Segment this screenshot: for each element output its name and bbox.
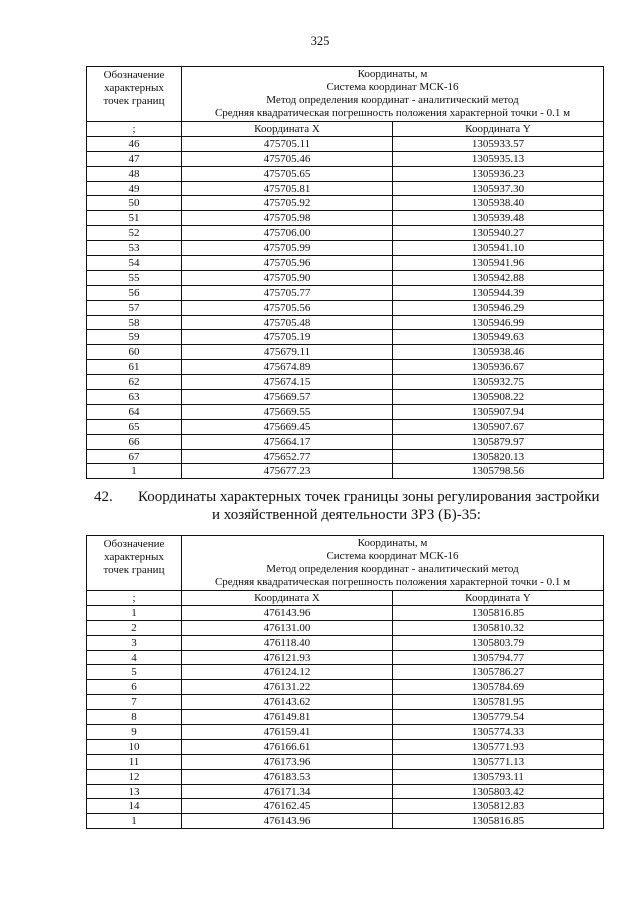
coordinate-y-cell: 1305908.22 xyxy=(393,390,604,405)
table-row xyxy=(87,710,604,725)
point-number-cell: 7 xyxy=(87,695,182,710)
coordinate-x-cell: 476143.62 xyxy=(182,695,393,710)
point-number-cell: 64 xyxy=(87,404,182,419)
table-row xyxy=(87,799,604,814)
point-number-cell: 50 xyxy=(87,196,182,211)
table-row xyxy=(87,390,604,405)
point-number-cell: 61 xyxy=(87,360,182,375)
section-title-line2: и хозяйственной деятельности ЗРЗ (Б)-35: xyxy=(212,507,481,523)
coordinate-y-cell: 1305932.75 xyxy=(393,375,604,390)
point-number-cell: 6 xyxy=(87,680,182,695)
coordinate-x-cell: 476173.96 xyxy=(182,754,393,769)
coordinate-y-cell: 1305935.13 xyxy=(393,151,604,166)
table-row xyxy=(87,211,604,226)
header-method: Метод определения координат - аналитический метод xyxy=(266,94,519,106)
coordinate-x-cell: 476149.81 xyxy=(182,710,393,725)
coordinate-y-cell: 1305942.88 xyxy=(393,270,604,285)
table-row xyxy=(87,434,604,449)
table-row xyxy=(87,285,604,300)
point-number-cell: 10 xyxy=(87,739,182,754)
coordinate-x-cell: 475705.19 xyxy=(182,330,393,345)
coordinate-x-cell: 476183.53 xyxy=(182,769,393,784)
point-number-cell: 66 xyxy=(87,434,182,449)
point-number-cell: 49 xyxy=(87,181,182,196)
point-number-cell: 4 xyxy=(87,650,182,665)
coordinate-y-cell: 1305794.77 xyxy=(393,650,604,665)
coordinate-x-cell: 476143.96 xyxy=(182,605,393,620)
coordinate-x-cell: 476159.41 xyxy=(182,725,393,740)
header-units: Координаты, м xyxy=(357,537,428,549)
coordinate-x-cell: 475674.15 xyxy=(182,375,393,390)
coordinate-y-cell: 1305816.85 xyxy=(393,605,604,620)
table-row xyxy=(87,375,604,390)
point-number-cell: 60 xyxy=(87,345,182,360)
coordinate-x-cell: 476118.40 xyxy=(182,635,393,650)
coordinate-y-cell: 1305879.97 xyxy=(393,434,604,449)
point-number-cell: 53 xyxy=(87,241,182,256)
table-row xyxy=(87,404,604,419)
coordinate-x-cell: 475705.46 xyxy=(182,151,393,166)
coordinate-x-cell: 475669.55 xyxy=(182,404,393,419)
section-title-line1: Координаты характерных точек границы зоны регулирования застройки xyxy=(138,489,600,505)
coordinates-header xyxy=(182,67,604,122)
coordinate-x-cell: 476131.00 xyxy=(182,620,393,635)
subheader-point: ; xyxy=(87,122,182,137)
coordinate-y-cell: 1305803.42 xyxy=(393,784,604,799)
coordinate-y-cell: 1305946.29 xyxy=(393,300,604,315)
coordinate-x-cell: 475705.99 xyxy=(182,241,393,256)
table-row xyxy=(87,196,604,211)
table-row xyxy=(87,620,604,635)
coordinate-y-cell: 1305786.27 xyxy=(393,665,604,680)
coordinate-x-cell: 476162.45 xyxy=(182,799,393,814)
table-row xyxy=(87,256,604,271)
point-number-cell: 11 xyxy=(87,754,182,769)
coordinate-y-cell: 1305784.69 xyxy=(393,680,604,695)
coordinate-x-cell: 475664.17 xyxy=(182,434,393,449)
point-number-cell: 67 xyxy=(87,449,182,464)
point-number-cell: 46 xyxy=(87,136,182,151)
coordinate-x-cell: 475705.48 xyxy=(182,315,393,330)
coordinate-y-cell: 1305820.13 xyxy=(393,449,604,464)
subheader-x: Координата X xyxy=(182,591,393,606)
section-number: 42. xyxy=(94,489,113,505)
coordinate-x-cell: 475706.00 xyxy=(182,226,393,241)
table-row xyxy=(87,241,604,256)
coordinate-y-cell: 1305938.46 xyxy=(393,345,604,360)
point-number-cell: 63 xyxy=(87,390,182,405)
header-accuracy: Средняя квадратическая погрешность положения характерной точки - 0.1 м xyxy=(214,107,571,119)
point-number-cell: 48 xyxy=(87,166,182,181)
table-header-row xyxy=(87,536,604,591)
coordinate-x-cell: 475705.92 xyxy=(182,196,393,211)
subheader-y: Координата Y xyxy=(393,122,604,137)
table-subheader-row xyxy=(87,591,604,606)
subheader-x: Координата X xyxy=(182,122,393,137)
point-number-cell: 47 xyxy=(87,151,182,166)
point-label-header: Обозначение характерных точек границ xyxy=(87,536,182,591)
coordinates-table-2 xyxy=(86,535,604,829)
coordinate-y-cell: 1305779.54 xyxy=(393,710,604,725)
point-number-cell: 55 xyxy=(87,270,182,285)
table-row xyxy=(87,449,604,464)
table-row xyxy=(87,754,604,769)
coordinate-x-cell: 475705.81 xyxy=(182,181,393,196)
header-system: Система координат МСК-16 xyxy=(326,550,459,562)
point-number-cell: 12 xyxy=(87,769,182,784)
subheader-y: Координата Y xyxy=(393,591,604,606)
table-row xyxy=(87,419,604,434)
coordinate-y-cell: 1305810.32 xyxy=(393,620,604,635)
coordinate-y-cell: 1305793.11 xyxy=(393,769,604,784)
point-number-cell: 65 xyxy=(87,419,182,434)
coordinate-y-cell: 1305949.63 xyxy=(393,330,604,345)
table-row xyxy=(87,330,604,345)
coordinate-y-cell: 1305937.30 xyxy=(393,181,604,196)
point-number-cell: 14 xyxy=(87,799,182,814)
subheader-point: ; xyxy=(87,591,182,606)
point-number-cell: 62 xyxy=(87,375,182,390)
coordinate-y-cell: 1305771.93 xyxy=(393,739,604,754)
coordinate-x-cell: 476166.61 xyxy=(182,739,393,754)
table-row xyxy=(87,725,604,740)
coordinate-y-cell: 1305812.83 xyxy=(393,799,604,814)
table-row xyxy=(87,151,604,166)
coordinate-x-cell: 475669.57 xyxy=(182,390,393,405)
point-label-header: Обозначение характерных точек границ xyxy=(87,67,182,122)
table-header-row xyxy=(87,67,604,122)
coordinate-y-cell: 1305936.67 xyxy=(393,360,604,375)
header-system: Система координат МСК-16 xyxy=(326,81,459,93)
coordinate-x-cell: 475705.77 xyxy=(182,285,393,300)
point-number-cell: 1 xyxy=(87,464,182,479)
table-row xyxy=(87,739,604,754)
coordinate-y-cell: 1305774.33 xyxy=(393,725,604,740)
header-units: Координаты, м xyxy=(357,68,428,80)
point-number-cell: 8 xyxy=(87,710,182,725)
coordinates-header xyxy=(182,536,604,591)
table-row xyxy=(87,464,604,479)
coordinate-y-cell: 1305936.23 xyxy=(393,166,604,181)
coordinate-x-cell: 475705.65 xyxy=(182,166,393,181)
table-row xyxy=(87,769,604,784)
page-number: 325 xyxy=(310,34,330,48)
coordinate-x-cell: 475705.90 xyxy=(182,270,393,285)
table-row xyxy=(87,635,604,650)
table-row xyxy=(87,300,604,315)
coordinate-x-cell: 475669.45 xyxy=(182,419,393,434)
coordinate-x-cell: 476171.34 xyxy=(182,784,393,799)
table-row xyxy=(87,784,604,799)
coordinate-x-cell: 476124.12 xyxy=(182,665,393,680)
coordinate-y-cell: 1305816.85 xyxy=(393,814,604,829)
coordinate-y-cell: 1305803.79 xyxy=(393,635,604,650)
table-body xyxy=(87,605,604,828)
table-row xyxy=(87,680,604,695)
coordinate-y-cell: 1305941.10 xyxy=(393,241,604,256)
header-method: Метод определения координат - аналитический метод xyxy=(266,563,519,575)
table-subheader-row xyxy=(87,122,604,137)
coordinate-x-cell: 475705.96 xyxy=(182,256,393,271)
coordinate-y-cell: 1305933.57 xyxy=(393,136,604,151)
point-number-cell: 54 xyxy=(87,256,182,271)
point-number-cell: 51 xyxy=(87,211,182,226)
coordinate-y-cell: 1305771.13 xyxy=(393,754,604,769)
point-number-cell: 5 xyxy=(87,665,182,680)
table-row xyxy=(87,665,604,680)
coordinate-x-cell: 476131.22 xyxy=(182,680,393,695)
table-row xyxy=(87,226,604,241)
coordinate-x-cell: 475705.56 xyxy=(182,300,393,315)
table-row xyxy=(87,360,604,375)
coordinate-x-cell: 475652.77 xyxy=(182,449,393,464)
point-number-cell: 1 xyxy=(87,814,182,829)
point-number-cell: 3 xyxy=(87,635,182,650)
coordinate-y-cell: 1305781.95 xyxy=(393,695,604,710)
point-number-cell: 58 xyxy=(87,315,182,330)
point-number-cell: 59 xyxy=(87,330,182,345)
point-number-cell: 52 xyxy=(87,226,182,241)
coordinates-table-1 xyxy=(86,66,604,479)
coordinate-x-cell: 476121.93 xyxy=(182,650,393,665)
point-number-cell: 56 xyxy=(87,285,182,300)
coordinate-x-cell: 475705.98 xyxy=(182,211,393,226)
table-row xyxy=(87,605,604,620)
coordinate-y-cell: 1305938.40 xyxy=(393,196,604,211)
point-number-cell: 2 xyxy=(87,620,182,635)
coordinate-y-cell: 1305939.48 xyxy=(393,211,604,226)
coordinate-y-cell: 1305907.94 xyxy=(393,404,604,419)
point-number-cell: 1 xyxy=(87,605,182,620)
table-row xyxy=(87,270,604,285)
point-number-cell: 9 xyxy=(87,725,182,740)
coordinate-y-cell: 1305798.56 xyxy=(393,464,604,479)
coordinate-x-cell: 475679.11 xyxy=(182,345,393,360)
coordinate-x-cell: 476143.96 xyxy=(182,814,393,829)
coordinate-x-cell: 475677.23 xyxy=(182,464,393,479)
table-row xyxy=(87,695,604,710)
table-row xyxy=(87,315,604,330)
coordinate-y-cell: 1305944.39 xyxy=(393,285,604,300)
coordinate-x-cell: 475705.11 xyxy=(182,136,393,151)
table-row xyxy=(87,181,604,196)
coordinate-y-cell: 1305946.99 xyxy=(393,315,604,330)
coordinate-y-cell: 1305940.27 xyxy=(393,226,604,241)
table-body xyxy=(87,136,604,478)
table-row xyxy=(87,814,604,829)
table-row xyxy=(87,345,604,360)
table-row xyxy=(87,650,604,665)
point-number-cell: 57 xyxy=(87,300,182,315)
coordinate-y-cell: 1305907.67 xyxy=(393,419,604,434)
coordinate-y-cell: 1305941.96 xyxy=(393,256,604,271)
table-row xyxy=(87,136,604,151)
header-accuracy: Средняя квадратическая погрешность положения характерной точки - 0.1 м xyxy=(214,576,571,588)
coordinate-x-cell: 475674.89 xyxy=(182,360,393,375)
table-row xyxy=(87,166,604,181)
point-number-cell: 13 xyxy=(87,784,182,799)
